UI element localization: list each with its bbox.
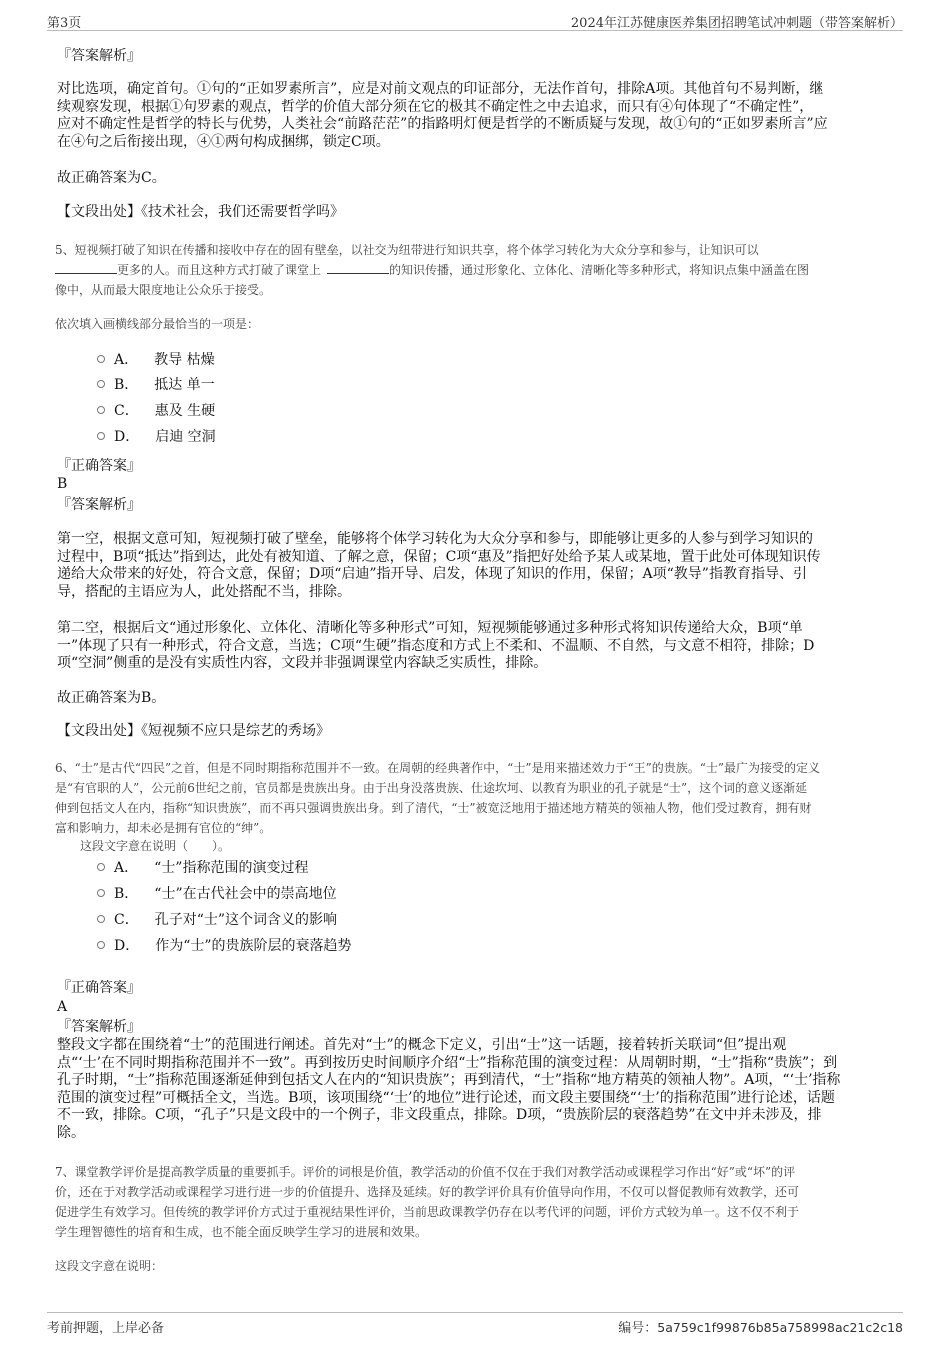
q4-source-label: 【文段出处】 xyxy=(57,204,141,220)
option-text: 作为“士”的贵族阶层的衰落趋势 xyxy=(155,938,352,954)
option-text: “士”在古代社会中的崇高地位 xyxy=(154,886,337,902)
q4-analysis-line: 在④句之后衔接出现，④①两句构成捆绑，锁定C项。 xyxy=(57,133,390,150)
q5-option-d[interactable] xyxy=(97,427,216,447)
option-letter: D． xyxy=(114,429,140,445)
q6-number: 6、 xyxy=(55,761,75,775)
radio-icon[interactable] xyxy=(97,406,105,414)
q6-stem-line: “士”是古代“四民”之首，但是不同时期指称范围并不一致。在周朝的经典著作中，“士”是用来描述效力于“王”的贵族。“士”最广为接受的定义 xyxy=(74,761,820,775)
q5-option-a[interactable] xyxy=(97,350,215,370)
q6-stem-line: 是“有官职的人”，公元前6世纪之前，官员都是贵族出身。由于出身没落贵族、仕途坎坷、以教育为职业的孔子就是“士”，这个词的意义逐渐延 xyxy=(55,781,808,795)
q7-stem xyxy=(55,1162,895,1242)
q5-option-b[interactable] xyxy=(97,375,215,395)
q6-analysis-line: 范围的演变过程”可概括全文，当选。B项，该项围绕“‘士’的地位”进行论述，而文段主要围绕“‘士’的指称范围”进行论述，话题 xyxy=(57,1089,835,1106)
q5-analysis-p1 xyxy=(57,531,887,601)
footer-code-value: 5a759c1f99876b85a758998ac21c2c18 xyxy=(657,1320,903,1335)
q5-analysis-label: 『答案解析』 xyxy=(57,497,141,513)
q5-analysis-p2 xyxy=(57,620,887,673)
page-header xyxy=(47,10,903,31)
q5-analysis-line: 递给大众带来的好处，符合文意，保留；D项“启迪”指开导、启发，体现了知识的作用，保留；A项“教导”指教育指导、引 xyxy=(57,566,807,582)
q5-blank-2 xyxy=(327,261,389,274)
option-text: 启迪 空洞 xyxy=(155,429,216,445)
q5-analysis-line: 导，搭配的主语应为人，此处搭配不当，排除。 xyxy=(57,583,351,600)
q7-stem-line: 促进学生有效学习。但传统的教学评价方式过于重视结果性评价，当前思政课教学仍存在以考代评的问题，评价方式较为单一。这不仅不利于 xyxy=(55,1205,800,1219)
option-letter: B． xyxy=(114,377,139,393)
q7-stem-line: 课堂教学评价是提高教学质量的重要抓手。评价的词根是价值，教学活动的价值不仅在于我们对教学活动或课程学习作出“好”或“坏”的评 xyxy=(74,1165,796,1179)
q4-conclusion: 故正确答案为C。 xyxy=(57,170,166,186)
q4-analysis-line: 对比选项，确定首句。①句的“正如罗素所言”，应是对前文观点的印证部分，无法作首句，排除A项。其他首句不易判断，继 xyxy=(57,81,824,97)
q7-number: 7、 xyxy=(55,1165,75,1179)
q4-analysis xyxy=(57,81,887,151)
option-text: 孔子对“士”这个词含义的影响 xyxy=(154,912,338,928)
q6-analysis-line: 整段文字都在围绕着“士”的范围进行阐述。首先对“士”的概念下定义，引出“士”这一话题，接着转折关联词“但”提出观 xyxy=(57,1037,787,1053)
q6-analysis-line: 点“‘士’在不同时期指称范围并不一致”。再到按历史时间顺序介绍“士”指称范围的演变过程：从周朝时期，“士”指称“贵族”；到 xyxy=(57,1054,838,1071)
option-text: 惠及 生硬 xyxy=(154,403,216,419)
q4-source xyxy=(57,204,887,222)
q5-stem-line: 的知识传播，通过形象化、立体化、清晰化等多种形式，将知识点集中涵盖在图 xyxy=(389,263,810,277)
footer-code xyxy=(618,1317,903,1336)
q5-source xyxy=(57,723,887,741)
q5-analysis-line: 项“空洞”侧重的是没有实质性内容，文段并非强调课堂内容缺乏实质性，排除。 xyxy=(57,655,548,671)
option-letter: C． xyxy=(114,403,139,419)
radio-icon[interactable] xyxy=(97,915,105,923)
q4-analysis-label: 『答案解析』 xyxy=(57,48,141,64)
q5-source-label: 【文段出处】 xyxy=(57,723,141,739)
q5-stem xyxy=(55,240,895,300)
q6-analysis xyxy=(57,1037,887,1142)
q6-option-c[interactable] xyxy=(97,910,337,930)
option-letter: A． xyxy=(114,860,139,876)
q5-analysis-line: 第二空，根据后文“通过形象化、立体化、清晰化等多种形式”可知，短视频能够通过多种形式将知识传递给大众，B项“单 xyxy=(57,620,803,636)
q6-stem xyxy=(55,758,895,838)
q6-analysis-line: 不一致，排除。C项，“孔子”只是文段中的一个例子，非文段重点，排除。D项，“贵族阶层的衰落趋势”在文中并未涉及，排 xyxy=(57,1107,822,1123)
option-letter: A． xyxy=(114,352,139,368)
q5-conclusion: 故正确答案为B。 xyxy=(57,690,166,706)
q5-source-title: 《短视频不应只是综艺的秀场》 xyxy=(141,723,330,739)
q5-stem-line: 短视频打破了知识在传播和接收中存在的固有壁垒，以社交为纽带进行知识共享，将个体学习转化为大众分享和参与，让知识可以 xyxy=(74,243,759,257)
q6-stem-line: 富和影响力，却未必是拥有官位的“绅”。 xyxy=(55,821,272,835)
radio-icon[interactable] xyxy=(97,863,105,871)
q5-analysis-line: 一”体现了只有一种形式，符合文意，当选；C项“生硬”指态度和方式上不柔和、不温顺、不自然，与文意不相符，排除；D xyxy=(57,637,815,654)
q5-prompt: 依次填入画横线部分最恰当的一项是： xyxy=(55,317,260,331)
footer-code-label: 编号： xyxy=(618,1321,658,1336)
q6-prompt: 这段文字意在说明（ ）。 xyxy=(80,839,231,853)
option-text: 抵达 单一 xyxy=(154,377,215,393)
q5-stem-line: 更多的人。而且这种方式打破了课堂上 xyxy=(117,263,322,277)
radio-icon[interactable] xyxy=(97,889,105,897)
q4-analysis-line: 续观察发现，根据①句罗素的观点，哲学的价值大部分须在它的极其不确定性之中去追求，而只有④句体现了“不确定性”， xyxy=(57,98,814,115)
radio-icon[interactable] xyxy=(97,380,105,388)
radio-icon[interactable] xyxy=(97,432,105,440)
q6-stem-line: 伸到包括文人在内，指称“知识贵族”，而不再只强调贵族出身。到了清代，“士”被宽泛地用于描述地方精英的领袖人物，他们受过教育，拥有财 xyxy=(55,801,812,815)
option-letter: B． xyxy=(114,886,139,902)
q5-answer-label: 『正确答案』 xyxy=(57,458,141,474)
q4-analysis-line: 应对不确定性是哲学的特长与优势，人类社会“前路茫茫”的指路明灯便是哲学的不断质疑与发现，故①句的“正如罗素所言”应 xyxy=(57,116,828,132)
q5-analysis-line: 第一空，根据文意可知，短视频打破了壁垒，能够将个体学习转化为大众分享和参与，即能够让更多的人参与到学习知识的 xyxy=(57,531,813,547)
q6-analysis-label: 『答案解析』 xyxy=(57,1019,141,1035)
page-footer xyxy=(47,1312,903,1335)
q5-stem-line: 像中，从而最大限度地让公众乐于接受。 xyxy=(55,283,272,297)
q6-option-a[interactable] xyxy=(97,858,308,878)
q6-answer: A xyxy=(57,999,68,1015)
q6-answer-label: 『正确答案』 xyxy=(57,980,141,996)
q7-stem-line: 价，还在于对教学活动或课程学习进行进一步的价值提升、选择及延续。好的教学评价具有价值导向作用，不仅可以督促教师有效教学，还可 xyxy=(55,1185,800,1199)
q5-option-c[interactable] xyxy=(97,401,215,421)
q6-option-b[interactable] xyxy=(97,884,337,904)
q5-answer: B xyxy=(57,476,68,492)
option-letter: D． xyxy=(114,938,140,954)
option-text: “士”指称范围的演变过程 xyxy=(154,860,309,876)
q7-prompt: 这段文字意在说明： xyxy=(55,1259,164,1273)
q5-blank-1 xyxy=(55,261,117,274)
radio-icon[interactable] xyxy=(97,355,105,363)
option-text: 教导 枯燥 xyxy=(154,352,215,368)
q6-analysis-line: 除。 xyxy=(57,1124,85,1141)
page-number: 第3页 xyxy=(47,16,82,31)
q5-number: 5、 xyxy=(55,243,75,257)
q4-source-title: 《技术社会，我们还需要哲学吗》 xyxy=(141,204,344,220)
q5-analysis-line: 过程中，B项“抵达”指到达，此处有被知道、了解之意，保留；C项“惠及”指把好处给予某人或某地，置于此处可体现知识传 xyxy=(57,548,821,565)
footer-slogan: 考前押题，上岸必备 xyxy=(47,1321,165,1336)
q6-option-d[interactable] xyxy=(97,936,352,956)
option-letter: C． xyxy=(114,912,139,928)
q6-analysis-line: 孔子时期，“士”指称范围逐渐延伸到包括文人在内的“知识贵族”；再到清代，“士”指称“地方精英的领袖人物”。A项，“‘士’指称 xyxy=(57,1072,841,1088)
q7-stem-line: 学生理智德性的培育和生成，也不能全面反映学生学习的进展和效果。 xyxy=(55,1225,428,1239)
radio-icon[interactable] xyxy=(97,941,105,949)
document-title: 2024年江苏健康医养集团招聘笔试冲刺题（带答案解析） xyxy=(570,16,903,31)
